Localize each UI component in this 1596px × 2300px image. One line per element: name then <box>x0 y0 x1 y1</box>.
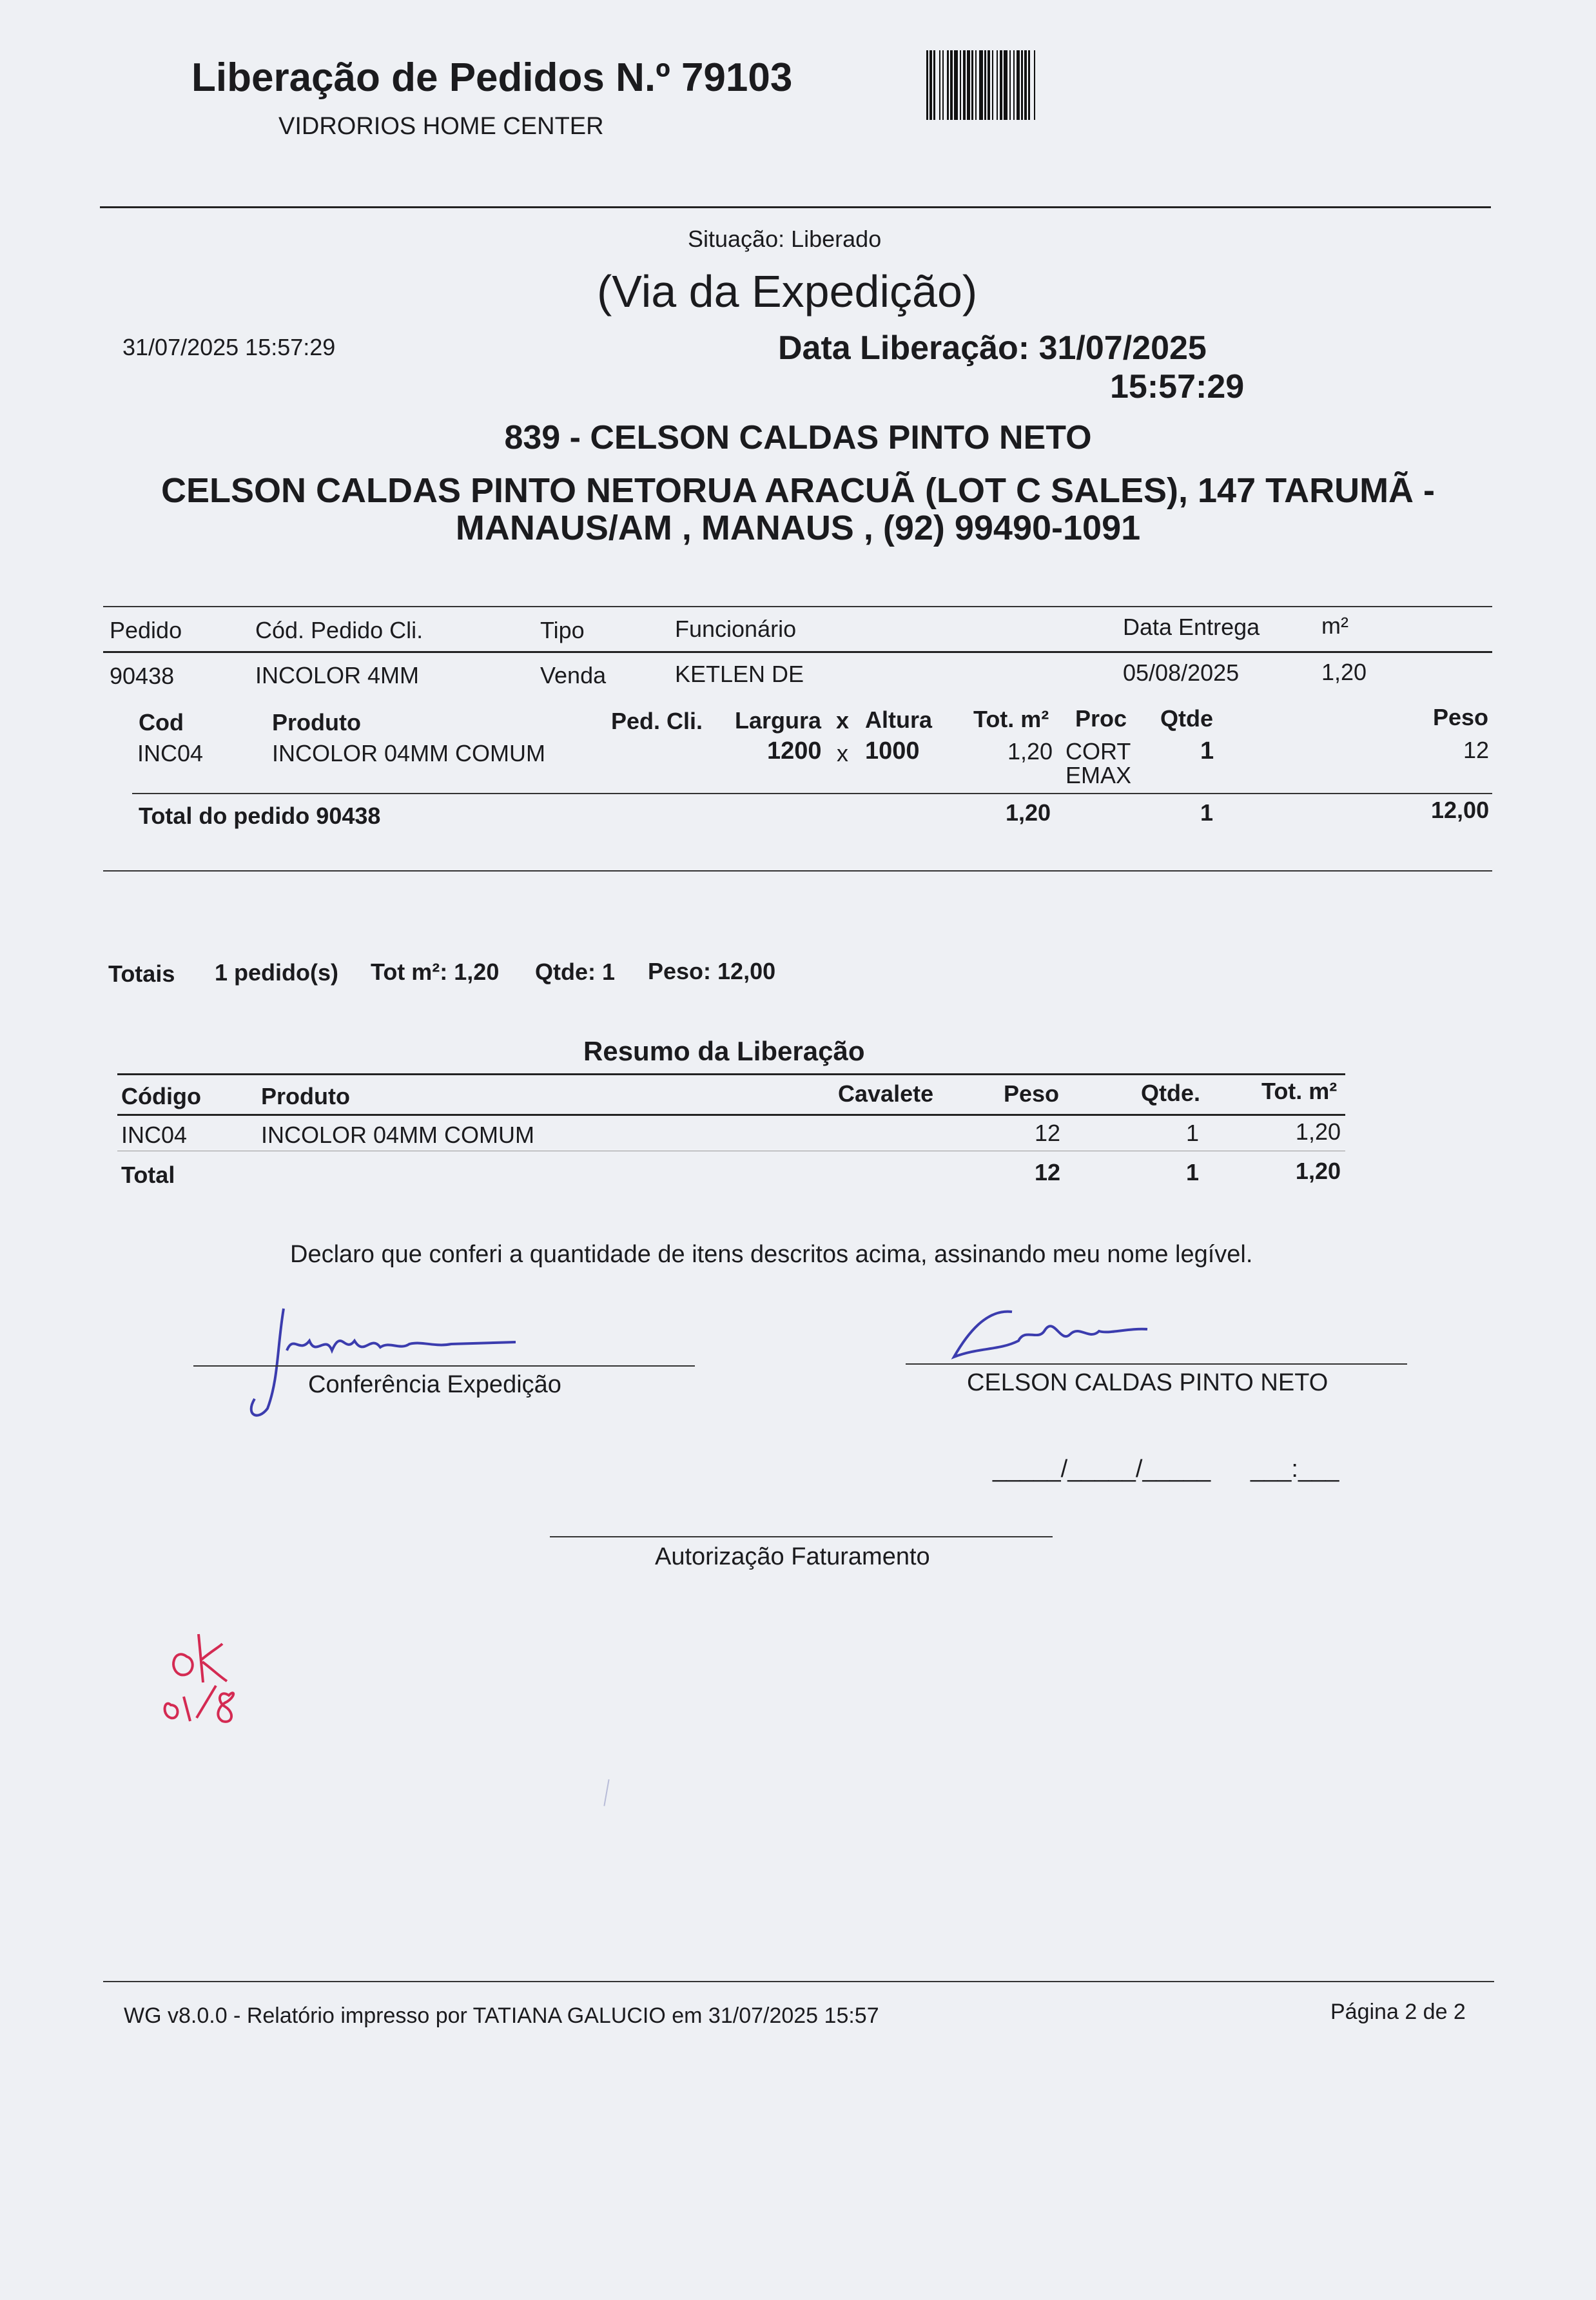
order-pedido: 90438 <box>110 663 175 689</box>
expedicao-signature <box>238 1296 535 1425</box>
item-peso: 12 <box>1463 737 1490 763</box>
faint-pen-mark <box>603 1779 609 1806</box>
item-cod: INC04 <box>137 740 204 766</box>
item-proc-emax: EMAX <box>1066 762 1132 788</box>
date-blank: _____/_____/_____ <box>993 1456 1211 1483</box>
order-total-qtde: 1 <box>1200 799 1214 826</box>
resumo-total-qtde: 1 <box>1185 1159 1199 1185</box>
resumo-produto: INCOLOR 04MM COMUM <box>261 1122 535 1148</box>
footer-page-number: Página 2 de 2 <box>1330 2000 1466 2024</box>
barcode <box>926 50 1170 120</box>
resumo-title: Resumo da Liberação <box>583 1036 865 1066</box>
barcode-bar <box>1021 50 1023 120</box>
order-header-line <box>103 651 1492 653</box>
item-produto: INCOLOR 04MM COMUM <box>272 740 546 766</box>
item-qtde: 1 <box>1200 737 1214 765</box>
item-header-proc: Proc <box>1075 705 1127 732</box>
footer-line <box>103 1981 1494 1982</box>
barcode-bar <box>1013 50 1015 120</box>
data-liberacao: Data Liberação: 31/07/2025 <box>778 329 1207 367</box>
barcode-bar <box>939 50 940 120</box>
declaration-text: Declaro que conferi a quantidade de itens descritos acima, assinando meu nome legível. <box>290 1241 1253 1268</box>
barcode-bar <box>960 50 961 120</box>
barcode-bar <box>979 50 983 120</box>
resumo-header-tot-m2: Tot. m² <box>1261 1078 1338 1104</box>
order-funcionario: KETLEN DE <box>675 661 804 687</box>
header-tipo: Tipo <box>540 617 585 643</box>
header-pedido: Pedido <box>110 617 182 643</box>
item-total-line <box>132 793 1492 794</box>
order-m2: 1,20 <box>1321 659 1367 685</box>
handwritten-ok-note <box>155 1624 271 1747</box>
order-total-tot-m2: 1,20 <box>1006 799 1051 826</box>
item-altura: 1000 <box>865 737 920 765</box>
resumo-header-produto: Produto <box>261 1083 350 1109</box>
barcode-bar <box>975 50 977 120</box>
autorizacao-line <box>550 1536 1053 1537</box>
barcode-bar <box>947 50 949 120</box>
item-header-ped-cli: Ped. Cli. <box>611 708 703 734</box>
barcode-bar <box>984 50 986 120</box>
client-address-line1: CELSON CALDAS PINTO NETORUA ARACUÃ (LOT C SALES), 147 TARUMÃ - <box>161 471 1435 510</box>
order-total-peso: 12,00 <box>1431 797 1490 823</box>
totais-peso: Peso: 12,00 <box>648 958 776 984</box>
header-divider <box>100 206 1491 208</box>
resumo-total-peso: 12 <box>1034 1159 1060 1185</box>
resumo-peso: 12 <box>1034 1120 1060 1146</box>
barcode-bar <box>992 50 993 120</box>
data-liberacao-time: 15:57:29 <box>1110 368 1245 405</box>
item-header-tot-m2: Tot. m² <box>973 706 1049 732</box>
order-cod-pedido-cli: INCOLOR 4MM <box>255 662 420 688</box>
order-table-bottom-line <box>103 870 1492 872</box>
order-tipo: Venda <box>540 662 607 688</box>
barcode-bar <box>942 50 944 120</box>
item-largura: 1200 <box>767 737 822 765</box>
item-header-cod: Cod <box>139 709 184 736</box>
barcode-bar <box>929 50 932 120</box>
barcode-bar <box>988 50 990 120</box>
via-title: (Via da Expedição) <box>597 266 978 317</box>
item-header-peso: Peso <box>1433 704 1489 730</box>
document-title: Liberação de Pedidos N.º 79103 <box>191 55 793 100</box>
resumo-header-line <box>117 1114 1345 1116</box>
item-proc-cort: CORT <box>1066 738 1131 765</box>
item-header-altura: Altura <box>865 707 933 733</box>
resumo-codigo: INC04 <box>121 1122 188 1148</box>
barcode-bar <box>1028 50 1030 120</box>
client-signature <box>941 1296 1160 1373</box>
right-signature-line <box>906 1363 1407 1365</box>
left-signature-line <box>193 1365 695 1367</box>
barcode-bar <box>1017 50 1020 120</box>
resumo-header-qtde: Qtde. <box>1141 1080 1201 1106</box>
barcode-bar <box>933 50 935 120</box>
resumo-top-line <box>117 1073 1345 1075</box>
order-total-label: Total do pedido 90438 <box>139 803 381 829</box>
company-name: VIDRORIOS HOME CENTER <box>278 113 604 140</box>
resumo-tot-m2: 1,20 <box>1295 1118 1341 1145</box>
barcode-bar <box>967 50 970 120</box>
barcode-bar <box>1000 50 1002 120</box>
barcode-bar <box>963 50 966 120</box>
totais-pedidos: 1 pedido(s) <box>215 959 339 986</box>
print-datetime: 31/07/2025 15:57:29 <box>122 334 336 360</box>
totais-tot-m2: Tot m²: 1,20 <box>371 959 500 985</box>
resumo-total-label: Total <box>121 1162 175 1188</box>
header-funcionario: Funcionário <box>675 616 797 642</box>
barcode-bar <box>954 50 958 120</box>
item-tot-m2: 1,20 <box>1007 738 1053 765</box>
totais-qtde: Qtde: 1 <box>535 959 616 985</box>
header-data-entrega: Data Entrega <box>1123 614 1260 640</box>
autorizacao-label: Autorização Faturamento <box>655 1543 930 1570</box>
barcode-bar <box>926 50 928 120</box>
barcode-bar <box>1034 50 1035 120</box>
client-address-line2: MANAUS/AM , MANAUS , (92) 99490-1091 <box>455 509 1141 547</box>
resumo-total-tot-m2: 1,20 <box>1295 1158 1341 1184</box>
order-data-entrega: 05/08/2025 <box>1123 659 1240 686</box>
item-header-produto: Produto <box>272 709 361 736</box>
barcode-bar <box>997 50 998 120</box>
situacao-text: Situação: Liberado <box>688 226 882 252</box>
item-header-largura: Largura <box>735 707 822 734</box>
footer-left: WG v8.0.0 - Relatório impresso por TATIANA GALUCIO em 31/07/2025 15:57 <box>124 2003 879 2028</box>
item-header-x: x <box>836 707 850 734</box>
barcode-bar <box>1009 50 1011 120</box>
time-blank: ___:___ <box>1251 1456 1339 1483</box>
header-m2: m² <box>1321 612 1348 639</box>
client-code-name: 839 - CELSON CALDAS PINTO NETO <box>504 419 1092 456</box>
barcode-bar <box>1004 50 1007 120</box>
resumo-qtde: 1 <box>1185 1120 1199 1146</box>
barcode-bar <box>1024 50 1027 120</box>
order-table-top-line <box>103 606 1492 607</box>
header-cod-pedido-cli: Cód. Pedido Cli. <box>255 617 423 643</box>
left-signature-label: Conferência Expedição <box>308 1371 561 1398</box>
resumo-header-cavalete: Cavalete <box>838 1080 934 1107</box>
barcode-bar <box>971 50 973 120</box>
item-x: x <box>837 740 848 766</box>
resumo-header-codigo: Código <box>121 1083 201 1109</box>
right-signature-label: CELSON CALDAS PINTO NETO <box>967 1369 1328 1396</box>
resumo-header-peso: Peso <box>1004 1080 1060 1107</box>
totais-label: Totais <box>108 960 175 987</box>
barcode-bar <box>950 50 953 120</box>
item-header-qtde: Qtde <box>1160 705 1214 732</box>
